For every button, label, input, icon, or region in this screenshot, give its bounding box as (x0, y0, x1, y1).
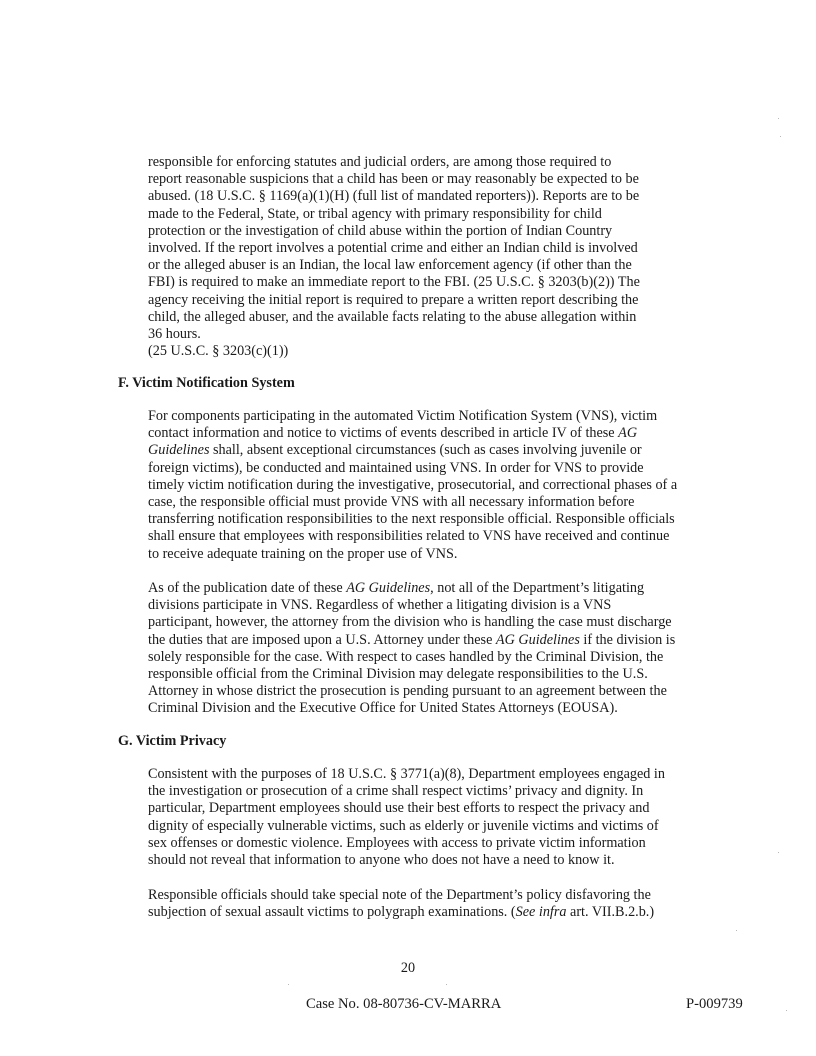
paragraph-line (148, 580, 708, 597)
intro-line: or the alleged abuser is an Indian, the local law enforcement agency (if other than the (148, 257, 632, 274)
text-run: art. VII.B.2.b.) (566, 904, 655, 921)
scan-speck (736, 930, 737, 931)
intro-line: (25 U.S.C. § 3203(c)(1)) (148, 343, 289, 360)
paragraph-line (148, 442, 708, 459)
text-run: As of the publication date of these (148, 580, 347, 596)
paragraph-line: Attorney in whose district the prosecution is pending pursuant to an agreement between the (148, 683, 667, 700)
intro-paragraph (148, 154, 708, 360)
text-run: , not all of the Department’s litigating (430, 580, 645, 596)
paragraph-line: the investigation or prosecution of a crime shall respect victims’ privacy and dignity. In (148, 783, 644, 800)
intro-line: made to the Federal, State, or tribal agency with primary responsibility for child (148, 205, 602, 222)
footer-bates-number: P-009739 (686, 996, 743, 1012)
section-f-paragraph-2 (148, 580, 708, 718)
paragraph-line: shall ensure that employees with responsibilities related to VNS have received and continue (148, 528, 670, 545)
scan-speck (778, 852, 779, 853)
intro-line: responsible for enforcing statutes and judicial orders, are among those required to (148, 154, 612, 170)
paragraph-line: participant, however, the attorney from the division who is handling the case must discharge (148, 614, 672, 631)
paragraph-line (148, 632, 708, 649)
text-run: contact information and notice to victims of events described in article IV of these (148, 425, 619, 442)
paragraph-line (148, 904, 708, 921)
section-g-paragraph-1 (148, 766, 708, 869)
scan-speck (446, 984, 447, 985)
scan-speck (780, 136, 781, 137)
paragraph-line: to receive adequate training on the proper use of VNS. (148, 545, 458, 562)
text-run: shall, absent exceptional circumstances (such as cases involving juvenile or (209, 442, 642, 459)
page-number: 20 (400, 960, 416, 976)
paragraph-line: should not reveal that information to anyone who does not have a need to know it. (148, 852, 615, 869)
intro-line: agency receiving the initial report is required to prepare a written report describing the (148, 291, 639, 308)
intro-line: child, the alleged abuser, and the available facts relating to the abuse allegation within (148, 308, 637, 325)
paragraph-line: responsible official from the Criminal Division may delegate responsibilities to the U.S. (148, 666, 648, 683)
paragraph-line (148, 425, 708, 442)
paragraph-line: particular, Department employees should use their best efforts to respect the privacy and (148, 800, 650, 817)
paragraph-line: dignity of especially vulnerable victims, such as elderly or juvenile victims and victims of (148, 817, 659, 834)
section-g-heading: G. Victim Privacy (118, 733, 227, 749)
paragraph-line: sex offenses or domestic violence. Employees with access to private victim information (148, 834, 646, 851)
intro-line: involved. If the report involves a potential crime and either an Indian child is involved (148, 240, 638, 257)
paragraph-line: timely victim notification during the investigative, prosecutorial, and correctional phases of a (148, 476, 678, 493)
italic-run: infra (538, 904, 567, 921)
intro-line: 36 hours. (148, 326, 201, 343)
scan-speck (786, 1010, 787, 1011)
intro-line: report reasonable suspicions that a child has been or may reasonably be expected to be (148, 171, 639, 188)
intro-line: protection or the investigation of child abuse within the portion of Indian Country (148, 222, 613, 239)
text-run: subjection of sexual assault victims to polygraph examinations. ( (148, 904, 516, 921)
footer-case-number: Case No. 08-80736-CV-MARRA (306, 996, 502, 1012)
paragraph-line: transferring notification responsibilities to the next responsible official. Responsible officials (148, 511, 675, 528)
paragraph-line: divisions participate in VNS. Regardless of whether a litigating division is a VNS (148, 597, 612, 614)
text-run: if the division is (579, 631, 676, 648)
section-f-paragraph-1 (148, 408, 708, 563)
scan-speck (288, 984, 289, 985)
italic-run: Guidelines (148, 442, 210, 459)
paragraph-line: Criminal Division and the Executive Office for United States Attorneys (EOUSA). (148, 700, 618, 717)
italic-run: See (515, 904, 536, 921)
paragraph-line: foreign victims), be conducted and maintained using VNS. In order for VNS to provide (148, 459, 644, 476)
intro-line: abused. (18 U.S.C. § 1169(a)(1)(H) (full list of mandated reporters)). Reports are to be (148, 188, 640, 205)
paragraph-line: Consistent with the purposes of 18 U.S.C. § 3771(a)(8), Department employees engaged in (148, 766, 665, 782)
text-run: the duties that are imposed upon a U.S. Attorney under these (148, 631, 496, 648)
paragraph-line: For components participating in the automated Victim Notification System (VNS), victim (148, 408, 658, 424)
paragraph-line: Responsible officials should take special note of the Department’s policy disfavoring the (148, 887, 651, 903)
paragraph-line: solely responsible for the case. With respect to cases handled by the Criminal Division, the (148, 648, 664, 665)
italic-run: AG Guidelines (346, 580, 431, 596)
section-g-paragraph-2 (148, 887, 708, 921)
section-f-heading: F. Victim Notification System (118, 375, 295, 391)
italic-run: AG Guidelines (495, 631, 580, 648)
scan-speck (778, 118, 779, 119)
intro-line: FBI) is required to make an immediate report to the FBI. (25 U.S.C. § 3203(b)(2)) The (148, 274, 640, 291)
paragraph-line: case, the responsible official must provide VNS with all necessary information before (148, 494, 635, 511)
italic-run: AG (618, 425, 638, 442)
